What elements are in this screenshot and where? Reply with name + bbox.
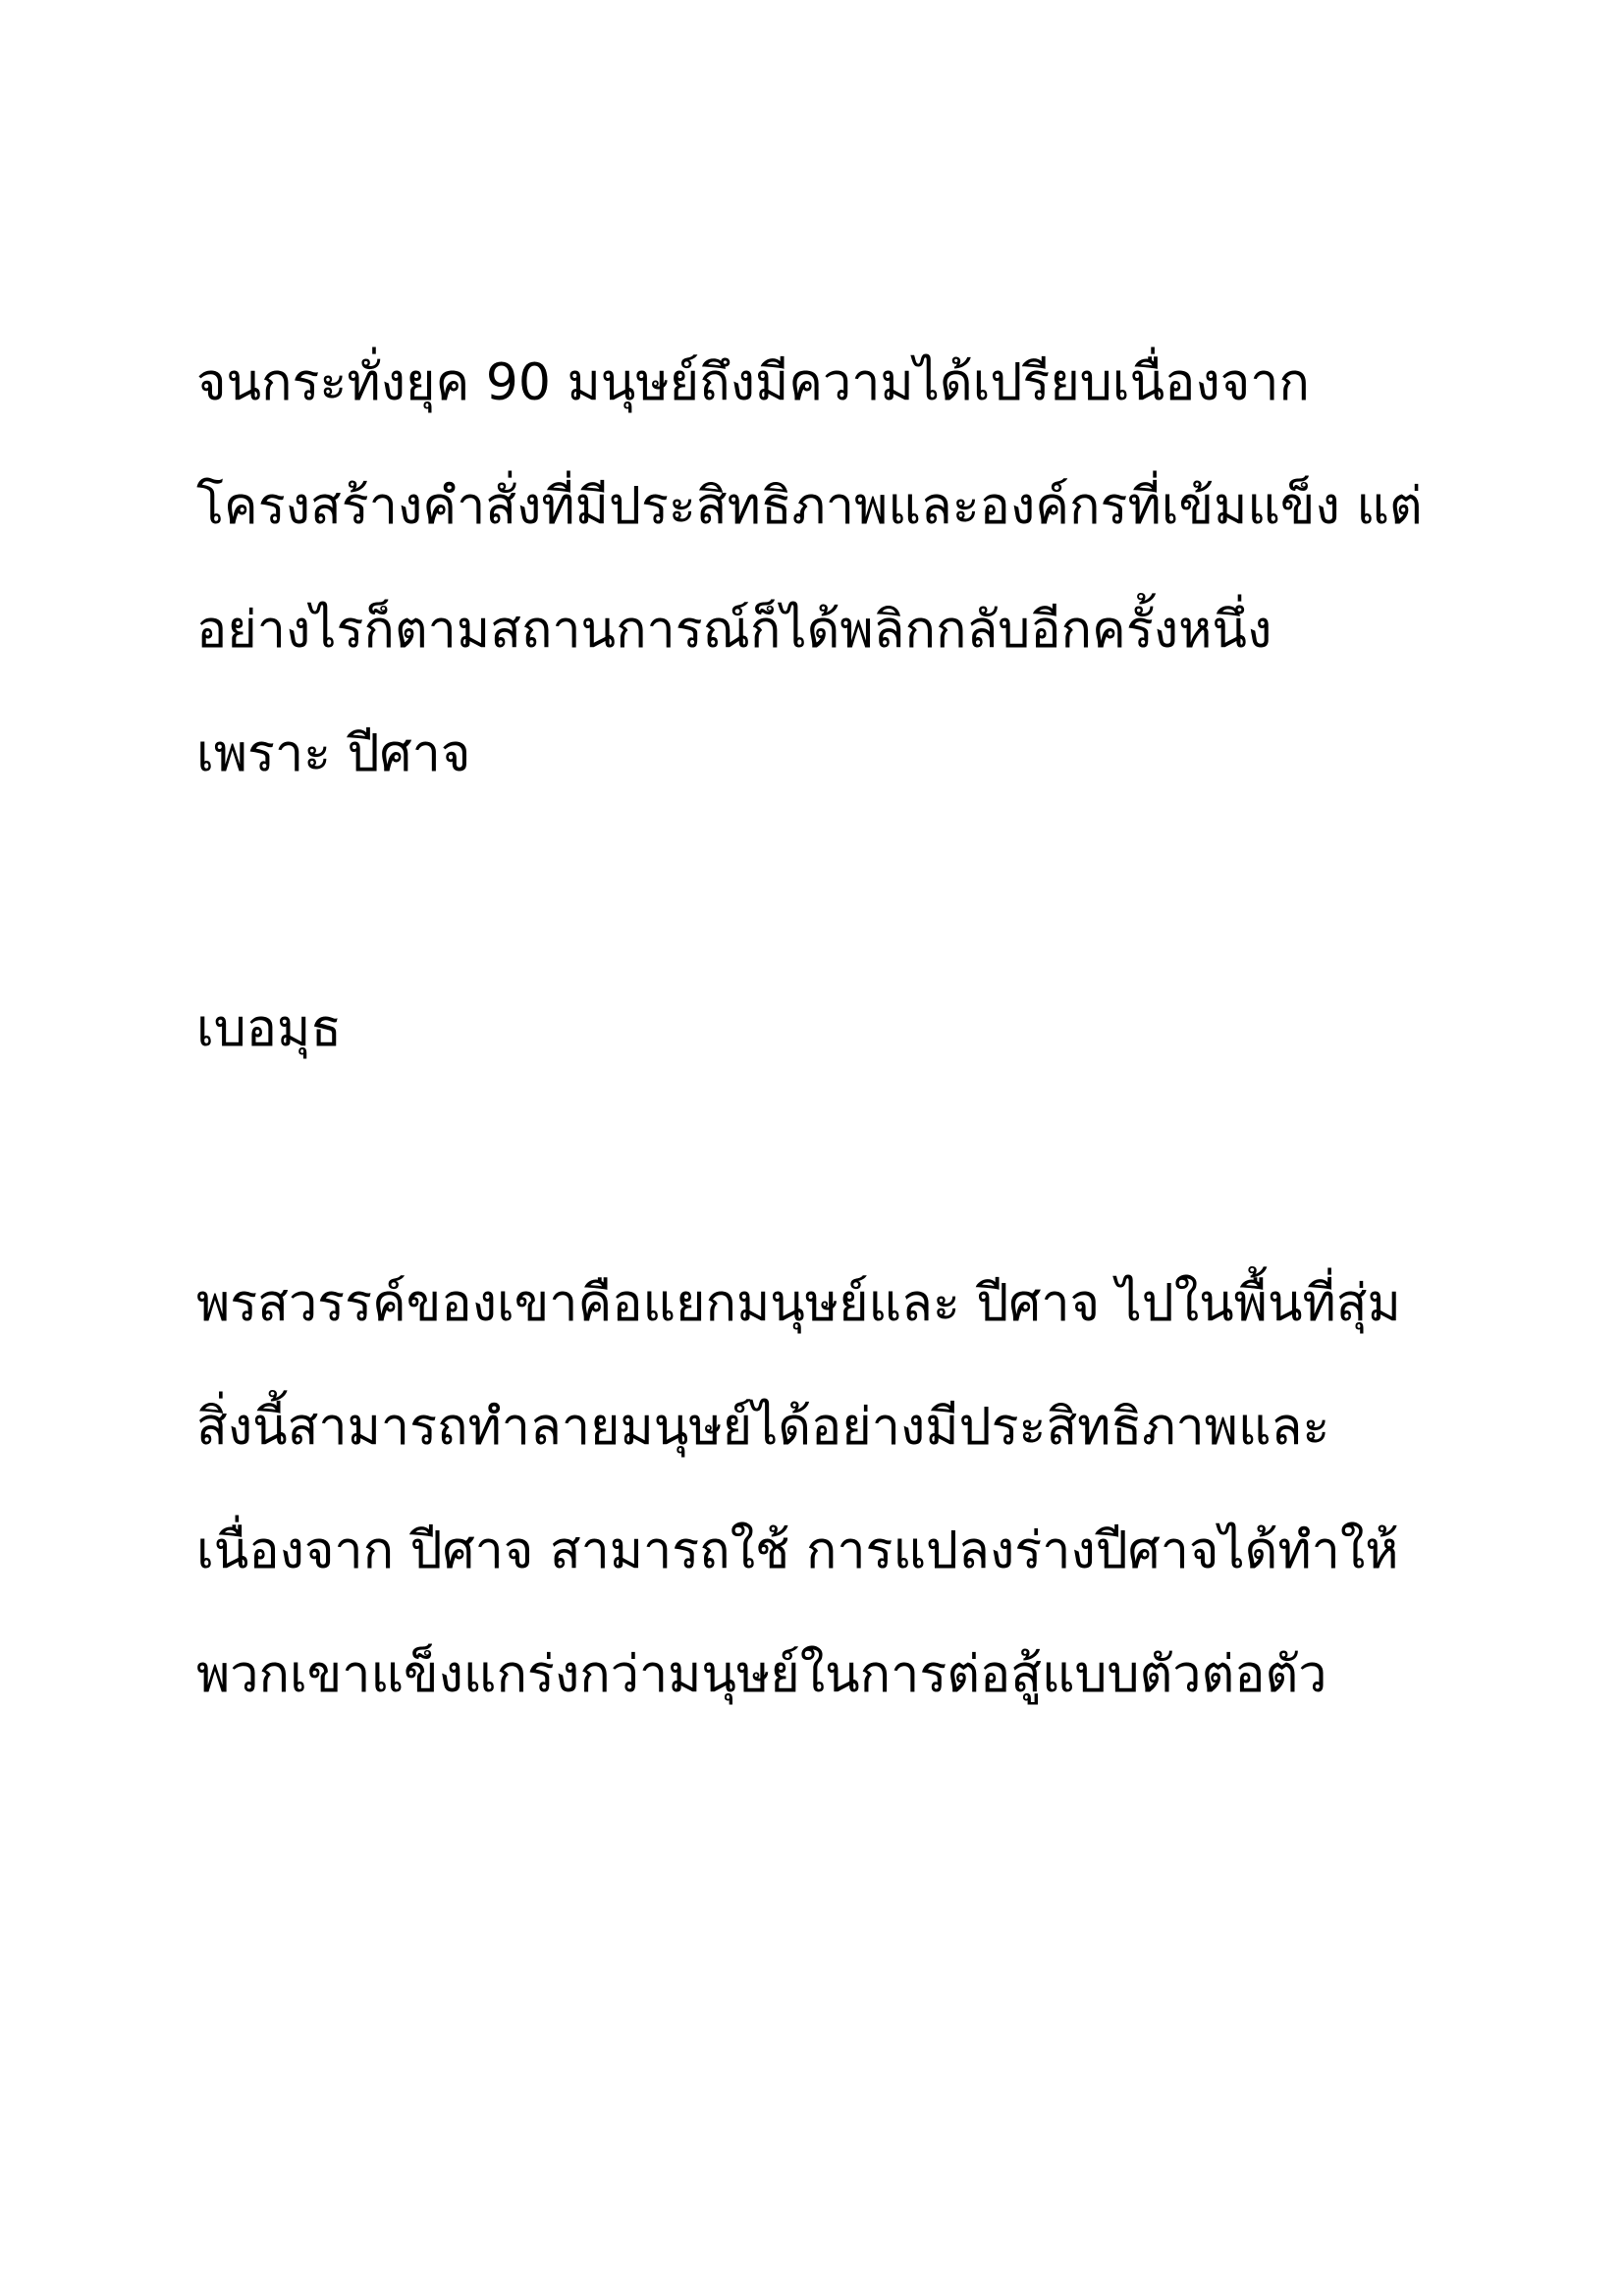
text-line: สิ่งนี้สามารถทำลายมนุษย์ได้อย่างมีประสิทธิภาพและ [196, 1398, 1330, 1457]
text-line: เบอมุธ [196, 999, 343, 1058]
text-line: พวกเขาแข็งแกร่งกว่ามนุษย์ในการต่อสู้แบบตัวต่อตัว [196, 1645, 1327, 1704]
text-line: พรสวรรค์ของเขาคือแยกมนุษย์และ ปีศาจ ไปในพื้นที่สุ่ม [196, 1274, 1401, 1333]
text-line: เพราะ ปีศาจ [196, 724, 471, 783]
text-line: เนื่องจาก ปีศาจ สามารถใช้ การแปลงร่างปีศาจได้ทำให้ [196, 1522, 1399, 1580]
text-line: จนกระทั่งยุค 90 มนุษย์ถึงมีความได้เปรียบเนื่องจาก [196, 353, 1310, 412]
text-line: อย่างไรก็ตามสถานการณ์ก็ได้พลิกกลับอีกครั้งหนึ่ง [196, 601, 1272, 660]
text-line: โครงสร้างคำสั่งที่มีประสิทธิภาพและองค์กรที่เข้มแข็ง แต่ [196, 477, 1423, 536]
